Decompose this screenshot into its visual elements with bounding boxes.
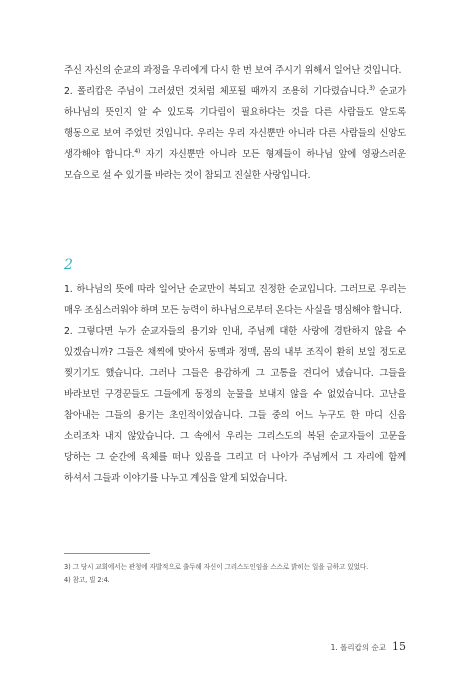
section-2-item-2: 2. 그렇다면 누가 순교자들의 용기와 인내, 주님께 대한 사랑에 경탄하지 않을 수 있겠습니까? 그들은 채찍에 맞아서 동맥과 정맥, 몸의 내부 조직이 환히 보일 정도로 찢기기도 했습니다. 그러나 그들은 용감하게 그 고통을 견디어 냈습니다. 그들을 바라보던 구경꾼들도 그들에게 동정의 눈물을 보내지 않을 수 없었습니다. 고난을 참아내는 그들의 용기는 초인적이었습니다. 그들 중의 어느 누구도 한 마디 신음 소리조차 내지 않았습니다. 그 속에서 우리는 그리스도의 복된 순교자들이 고문을 당하는 그 순간에 육체를 떠나 있음을 그리고 더 나아가 주님께서 그 자리에 함께 하셔서 그들과 이야기를 나누고 계심을 알게 되었습니다.	[64, 326, 406, 484]
footnotes	[64, 561, 406, 587]
section-2-item-1: 1. 하나님의 뜻에 따라 일어난 순교만이 복되고 진정한 순교입니다. 그러므로 우리는 매우 조심스러워야 하며 모든 능력이 하나님으로부터 온다는 사실을 명심해야 합니다.	[64, 284, 406, 316]
item-2-text-c: 자기 자신뿐만 아니라 모든 형제들이 하나님 앞에 영광스러운 모습으로 설 수 있기를 바라는 것이 참되고 진실한 사랑입니다.	[64, 149, 406, 181]
running-footer	[331, 640, 406, 653]
running-title: 1. 폴리캅의 순교	[330, 643, 386, 652]
footnote-4: 4) 참고, 빌 2:4.	[64, 576, 110, 584]
item-2-text-a: 2. 폴리캅은 주님이 그러셨던 것처럼 체포될 때까지 조용히 기다렸습니다.	[64, 86, 370, 97]
section-number: 2	[64, 257, 73, 273]
paragraph-continuation: 주신 자신의 순교의 과정을 우리에게 다시 한 번 보여 주시기 위해서 일어난 것입니다.	[64, 65, 402, 76]
footnote-divider	[64, 553, 150, 554]
footnote-ref-4[interactable]: 4)	[134, 147, 141, 155]
section-2-text	[64, 279, 406, 489]
footnote-ref-3[interactable]: 3)	[369, 84, 375, 92]
item-2-text-b: 순교가 하나님의 뜻인지 알 수 있도록 기다림이 필요하다는 것을 다른 사람들도 알도록 행동으로 보여 주었던 것입니다. 우리는 우리 자신뿐만 아니라 다른 사람들의 신앙도 생각해야 합니다.	[64, 86, 406, 160]
footnote-3: 3) 그 당시 교회에서는 관청에 자발적으로 출두해 자신이 그리스도인임을 스스로 밝히는 일을 금하고 있었다.	[64, 563, 369, 571]
page-number: 15	[392, 640, 406, 653]
section-1-text	[64, 60, 406, 186]
paragraph-item-2	[64, 81, 406, 186]
